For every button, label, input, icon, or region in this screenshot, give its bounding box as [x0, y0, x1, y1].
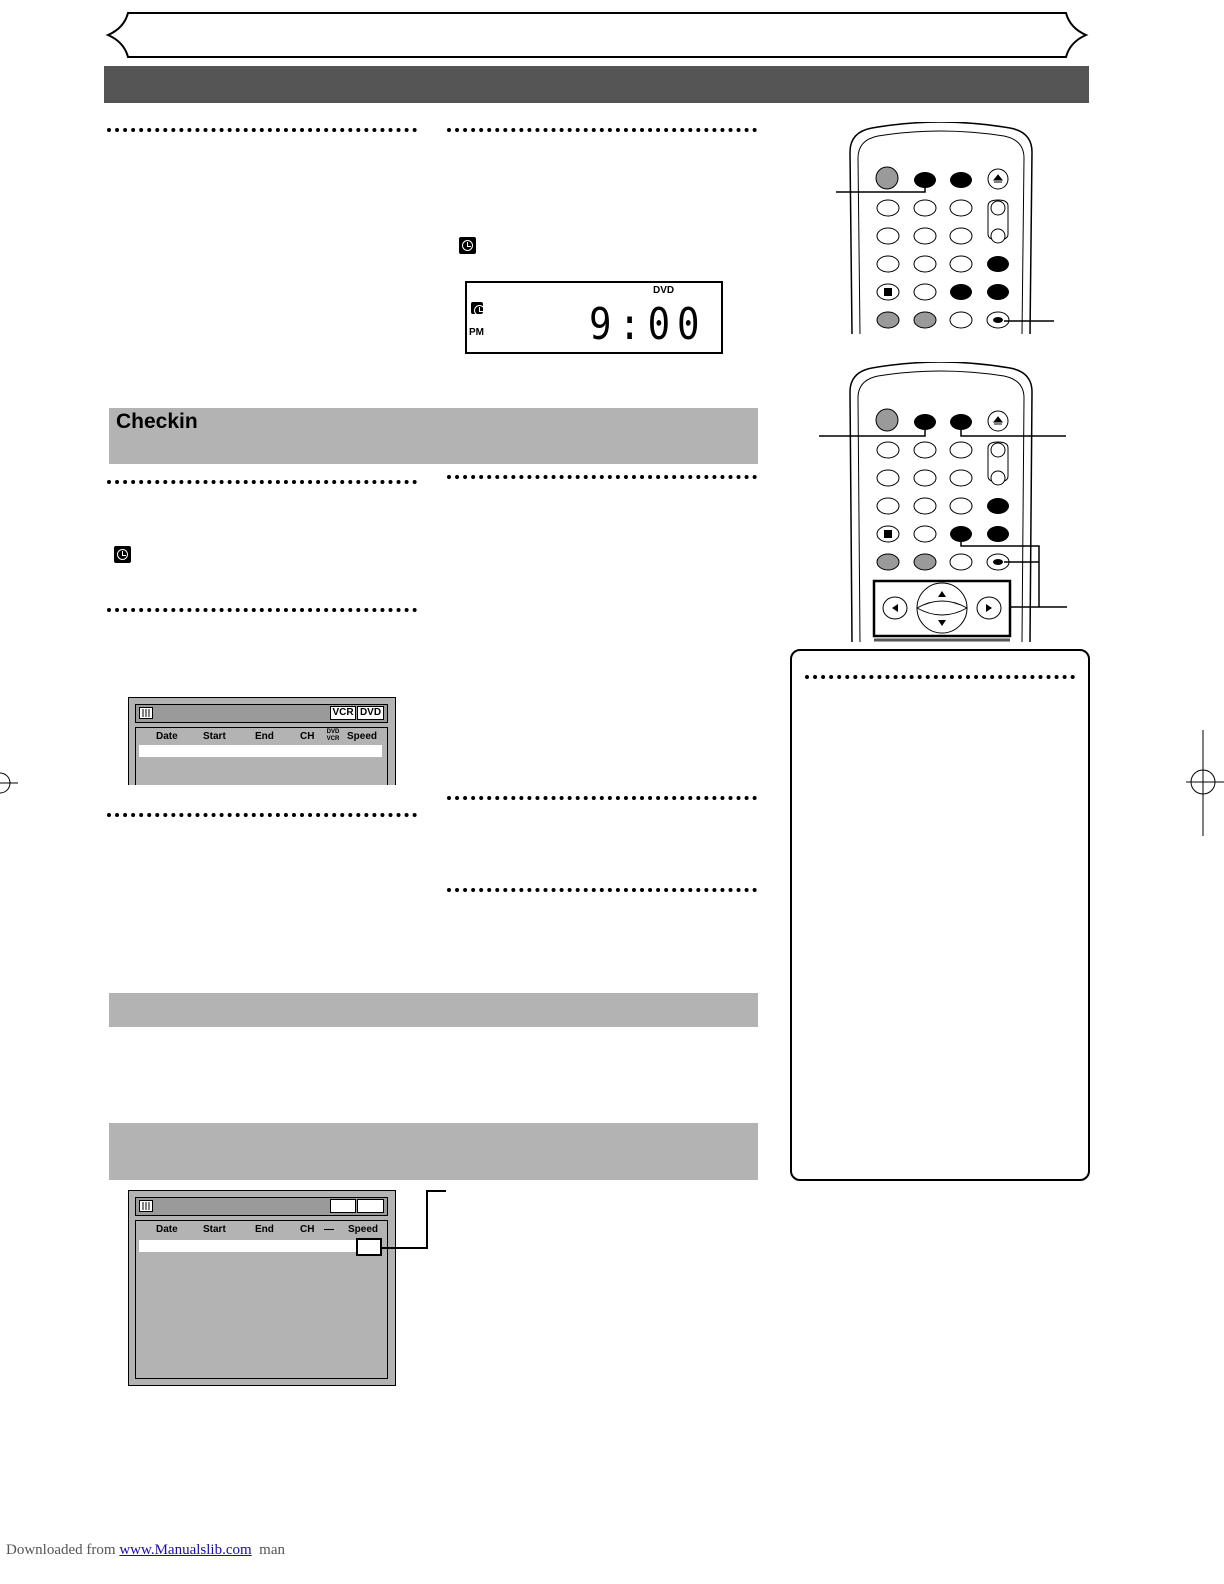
dotted-rule	[107, 128, 417, 132]
section-title: Checkin	[116, 410, 198, 433]
tab-vcr: VCR	[330, 706, 356, 720]
list-row-highlight	[139, 745, 382, 757]
list-icon	[139, 707, 153, 719]
col-end: End	[255, 731, 274, 742]
tab-blank-1	[330, 1199, 356, 1213]
dotted-rule	[107, 480, 417, 484]
screen-body	[135, 727, 388, 785]
col-start: Start	[203, 1224, 226, 1235]
footer-prefix: Downloaded from	[6, 1542, 120, 1558]
dotted-rule	[447, 888, 757, 892]
dotted-rule	[805, 675, 1075, 679]
timer-list-screen-2	[128, 1190, 396, 1386]
registration-mark-right	[1176, 730, 1224, 836]
remote-control-illustration-2	[815, 362, 1070, 644]
col-date: Date	[156, 731, 178, 742]
section-header-bar	[109, 1123, 758, 1180]
header-banner-outline	[104, 10, 1090, 60]
section-title-bar	[104, 66, 1089, 103]
list-row-highlight	[139, 1240, 382, 1252]
col-ch: CH	[300, 731, 315, 742]
lcd-time: 9:00	[589, 299, 707, 350]
screen-header-bar	[135, 704, 388, 723]
col-date: Date	[156, 1224, 178, 1235]
timer-clock-icon	[114, 546, 131, 563]
col-end: End	[255, 1224, 274, 1235]
remote-control-illustration-1	[830, 122, 1060, 336]
col-media: DVD VCR	[326, 729, 340, 742]
lcd-dvd-label: DVD	[653, 285, 675, 296]
screen-header-bar	[135, 1197, 388, 1216]
dotted-rule	[447, 128, 757, 132]
section-header-bar	[109, 993, 758, 1027]
col-speed: Speed	[347, 731, 378, 742]
screen-body	[135, 1220, 388, 1379]
list-icon	[139, 1200, 153, 1212]
dotted-rule	[107, 813, 417, 817]
callout-line	[380, 1188, 450, 1252]
note-box	[790, 649, 1090, 1181]
col-ch: CH	[300, 1224, 315, 1235]
col-start: Start	[203, 731, 226, 742]
lcd-pm-label: PM	[469, 327, 484, 338]
timer-list-screen-1	[128, 697, 396, 785]
lcd-timer-icon	[471, 302, 483, 314]
speed-cell-highlight	[356, 1238, 382, 1256]
registration-mark-left	[0, 766, 20, 800]
manualslib-link[interactable]: www.Manualslib.com	[119, 1542, 252, 1558]
col-media-dash: —	[324, 1224, 334, 1235]
dotted-rule	[447, 475, 757, 479]
dotted-rule	[447, 796, 757, 800]
footer-suffix-text: man	[259, 1542, 285, 1558]
lcd-display	[465, 281, 723, 354]
section-header-checking	[109, 408, 758, 464]
tab-dvd: DVD	[357, 706, 384, 720]
timer-clock-icon	[459, 237, 476, 254]
footer-download-note	[6, 1542, 285, 1559]
dotted-rule	[107, 608, 417, 612]
col-speed: Speed	[348, 1224, 379, 1235]
